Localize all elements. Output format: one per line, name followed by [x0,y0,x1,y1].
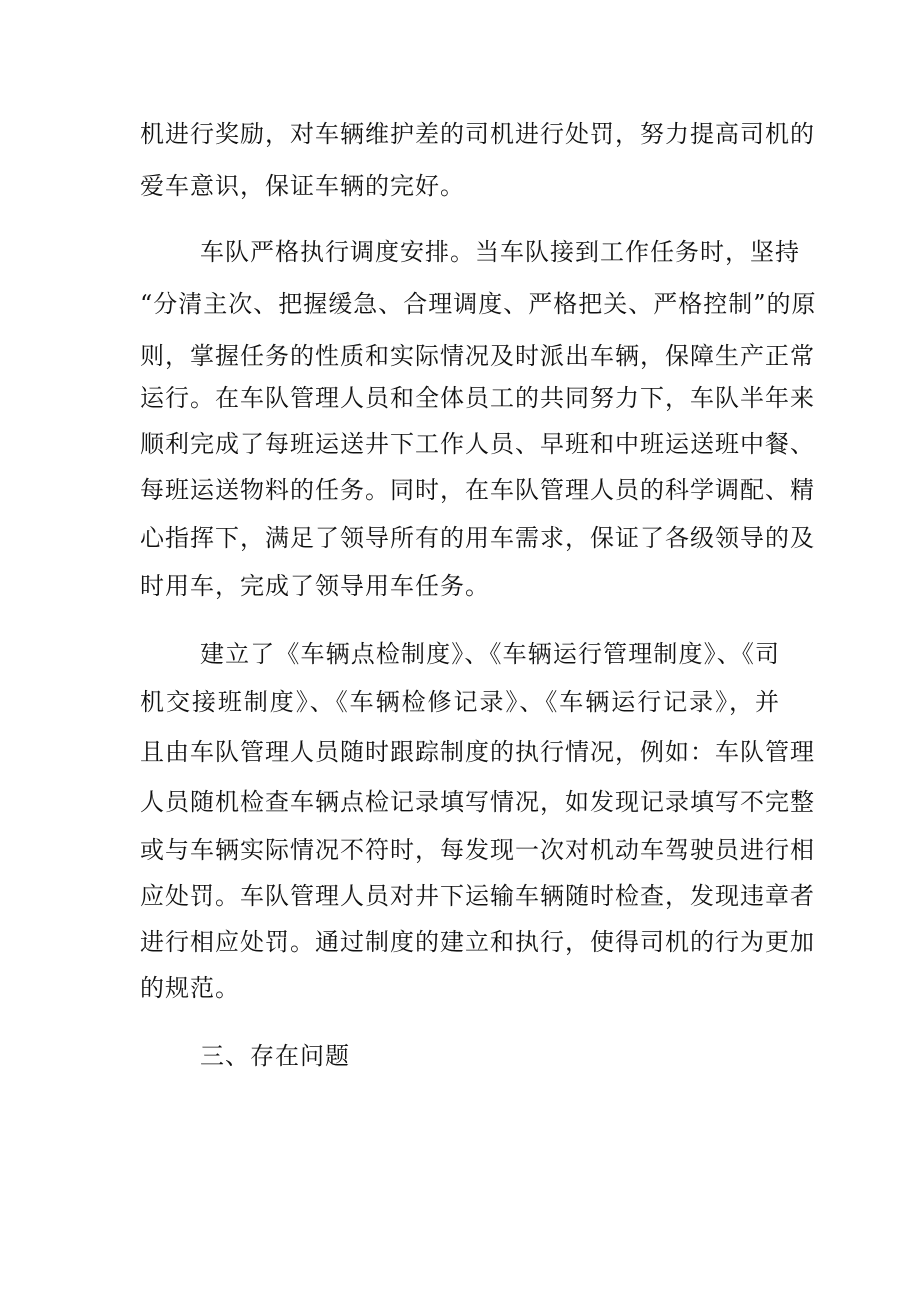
paragraph-3-line-5: 或与车辆实际情况不符时，每发现一次对机动车驾驶员进行相 [140,836,815,864]
paragraph-3-line-4: 人员随机检查车辆点检记录填写情况，如发现记录填写不完整 [140,788,815,816]
paragraph-2-line-3: 则，掌握任务的性质和实际情况及时派出车辆，保障生产正常 [140,342,815,370]
paragraph-2-line-7: 心指挥下，满足了领导所有的用车需求，保证了各级领导的及 [140,524,815,552]
paragraph-3-line-7: 进行相应处罚。通过制度的建立和执行，使得司机的行为更加 [140,928,815,956]
paragraph-3-line-8: 的规范。 [140,974,240,1002]
paragraph-3-line-6: 应处罚。车队管理人员对井下运输车辆随时检查，发现违章者 [140,882,815,910]
paragraph-2-line-8: 时用车，完成了领导用车任务。 [140,572,490,600]
paragraph-2-line-5: 顺利完成了每班运送井下工作人员、早班和中班运送班中餐、 [140,430,815,458]
section-heading: 三、存在问题 [200,1042,350,1070]
paragraph-1-line-1: 机进行奖励，对车辆维护差的司机进行处罚，努力提高司机的 [140,120,815,148]
paragraph-2-line-6: 每班运送物料的任务。同时，在车队管理人员的科学调配、精 [140,476,815,504]
paragraph-3-line-3: 且由车队管理人员随时跟踪制度的执行情况，例如：车队管理 [140,738,815,766]
paragraph-1-line-2: 爱车意识，保证车辆的完好。 [140,172,465,200]
paragraph-2-line-2: “分清主次、把握缓急、合理调度、严格把关、严格控制”的原 [140,290,817,318]
paragraph-3-line-2: 机交接班制度》、《车辆检修记录》、《车辆运行记录》，并 [140,688,780,716]
paragraph-2-line-1: 车队严格执行调度安排。当车队接到工作任务时，坚持 [200,238,800,266]
paragraph-3-line-1: 建立了《车辆点检制度》、《车辆运行管理制度》、《司 [200,640,780,668]
paragraph-2-line-4: 运行。在车队管理人员和全体员工的共同努力下，车队半年来 [140,384,815,412]
